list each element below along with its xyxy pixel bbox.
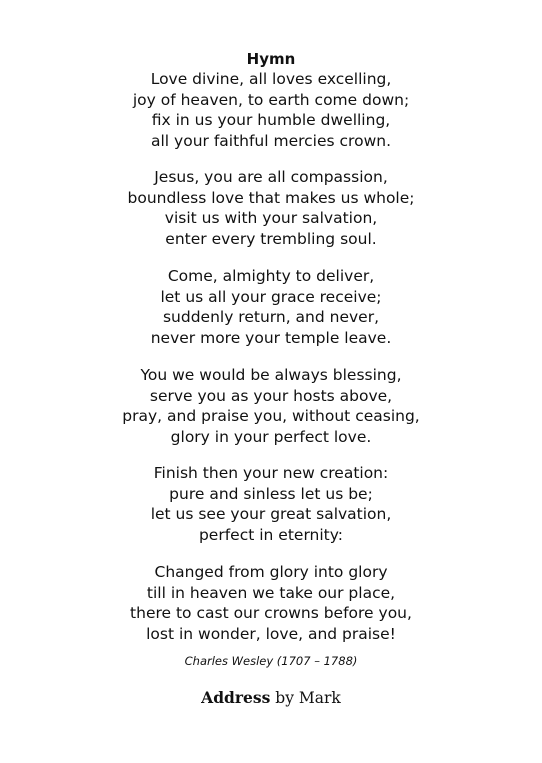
stanza-line: joy of heaven, to earth come down; — [132, 90, 410, 109]
stanza-line: let us all your grace receive; — [160, 287, 382, 306]
stanza-line: fix in us your humble dwelling, — [151, 111, 391, 129]
stanza-line: never more your temple leave. — [150, 328, 392, 347]
stanza-line: perfect in eternity: — [198, 525, 344, 544]
stanza-6 — [0, 562, 542, 644]
stanza-2 — [0, 167, 542, 249]
stanza-5 — [0, 463, 542, 545]
author-attribution: Charles Wesley (1707 – 1788) — [184, 654, 358, 668]
stanza-line: Finish then your new creation: — [153, 464, 389, 482]
stanza-3 — [0, 266, 542, 348]
hymn-title: Hymn — [246, 50, 296, 68]
stanza-line: lost in wonder, love, and praise! — [146, 624, 396, 643]
stanza-line: all your faithful mercies crown. — [151, 131, 391, 150]
stanza-line: pray, and praise you, without ceasing, — [122, 407, 420, 425]
address-label: Address — [201, 688, 271, 707]
stanza-line: boundless love that makes us whole; — [127, 188, 415, 207]
stanza-line: Love divine, all loves excelling, — [150, 70, 392, 88]
stanza-line: let us see your great salvation, — [150, 505, 392, 523]
address-speaker: by Mark — [275, 689, 341, 707]
stanza-line: pure and sinless let us be; — [169, 484, 373, 503]
stanza-line: till in heaven we take our place, — [146, 583, 396, 602]
stanza-line: suddenly return, and never, — [162, 308, 380, 326]
stanza-line: enter every trembling soul. — [165, 229, 377, 248]
stanza-line: Jesus, you are all compassion, — [154, 168, 388, 186]
stanza-line: You we would be always blessing, — [140, 366, 402, 384]
stanza-4 — [0, 365, 542, 447]
stanza-line: Come, almighty to deliver, — [167, 267, 375, 285]
address-heading — [0, 687, 542, 709]
stanza-line: visit us with your salvation, — [164, 209, 378, 227]
stanza-line: serve you as your hosts above, — [149, 386, 393, 405]
stanza-line: Changed from glory into glory — [154, 563, 388, 581]
stanza-line: there to cast our crowns before you, — [130, 604, 412, 622]
stanza-line: glory in your perfect love. — [170, 427, 372, 446]
stanza-1 — [0, 69, 542, 151]
